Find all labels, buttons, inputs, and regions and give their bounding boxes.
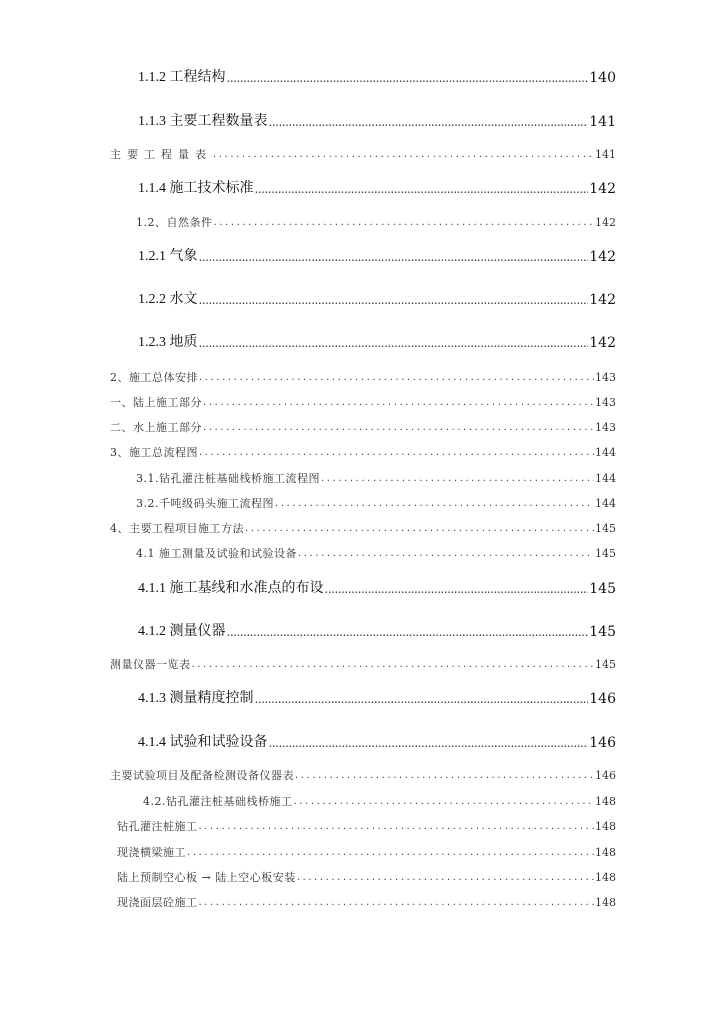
toc-entry[interactable] (110, 148, 616, 162)
toc-leader-dots (203, 421, 594, 435)
toc-entry[interactable] (138, 249, 616, 265)
toc-entry[interactable] (138, 624, 616, 640)
toc-leader-dots (245, 522, 594, 536)
toc-entry[interactable] (110, 658, 616, 672)
toc-entry-label: 主要试验项目及配备检测设备仪器表 (110, 769, 294, 782)
toc-entry[interactable] (110, 396, 616, 410)
toc-entry[interactable] (117, 846, 616, 860)
toc-entry-label: 主要工程量表 (110, 148, 212, 161)
toc-entry-label: 1.1.4 施工技术标准 (138, 181, 254, 196)
toc-entry-label: 现浇横梁施工 (117, 846, 186, 859)
toc-entry-page: 143 (595, 396, 616, 409)
toc-leader-dots (298, 547, 594, 561)
toc-entry-page: 146 (589, 735, 616, 751)
toc-entry-page: 148 (595, 896, 616, 909)
toc-entry-page: 142 (589, 292, 616, 308)
toc-entry-page: 141 (589, 114, 616, 130)
toc-entry[interactable] (136, 547, 616, 561)
toc-entry[interactable] (138, 691, 616, 707)
toc-entry[interactable] (138, 735, 616, 751)
toc-leader-dots (255, 691, 589, 707)
toc-entry-label: 1.1.2 工程结构 (138, 70, 226, 85)
toc-entry-label: 1.2.2 水文 (138, 292, 198, 307)
toc-entry-label: 测量仪器一览表 (110, 658, 191, 671)
toc-entry-label: 现浇面层砼施工 (117, 896, 198, 909)
toc-entry-label: 一、陆上施工部分 (110, 396, 202, 409)
toc-entry-label: 4、主要工程项目施工方法 (110, 522, 244, 535)
toc-entry-label: 4.1.4 试验和试验设备 (138, 735, 268, 750)
toc-entry-page: 144 (595, 446, 616, 459)
toc-leader-dots (199, 371, 594, 385)
toc-leader-dots (227, 624, 589, 640)
toc-entry-label: 3.1.钻孔灌注桩基础栈桥施工流程图 (136, 472, 320, 485)
toc-entry[interactable] (117, 896, 616, 910)
toc-leader-dots (192, 658, 595, 672)
toc-entry-page: 145 (595, 547, 616, 560)
toc-entry-page: 146 (589, 691, 616, 707)
toc-leader-dots (203, 396, 594, 410)
toc-entry-page: 142 (589, 181, 616, 197)
toc-entry[interactable] (117, 820, 616, 834)
toc-leader-dots (199, 896, 595, 910)
toc-entry[interactable] (138, 292, 616, 308)
toc-entry-page: 148 (595, 795, 616, 808)
toc-entry-label: 4.1.1 施工基线和水准点的布设 (138, 581, 324, 596)
toc-leader-dots (214, 216, 595, 230)
toc-entry-label: 1.2、自然条件 (136, 216, 213, 229)
toc-entry-page: 144 (595, 497, 616, 510)
toc-leader-dots (227, 70, 589, 86)
toc-entry-page: 142 (589, 249, 616, 265)
toc-entry[interactable] (138, 581, 616, 597)
toc-leader-dots (295, 769, 594, 783)
toc-entry-page: 142 (589, 335, 616, 351)
toc-entry-page: 145 (589, 581, 616, 597)
toc-leader-dots (187, 846, 594, 860)
toc-leader-dots (294, 795, 595, 809)
toc-entry-label: 4.1 施工测量及试验和试验设备 (136, 547, 297, 560)
toc-entry[interactable] (138, 181, 616, 197)
toc-leader-dots (255, 181, 589, 197)
toc-entry-label: 3、施工总流程图 (110, 446, 198, 459)
toc-entry-page: 148 (595, 846, 616, 859)
toc-entry[interactable] (136, 472, 616, 486)
toc-leader-dots (199, 249, 589, 265)
toc-leader-dots (199, 335, 589, 351)
toc-entry-label: 1.2.1 气象 (138, 249, 198, 264)
toc-leader-dots (321, 472, 594, 486)
toc-entry-label: 钻孔灌注桩施工 (117, 820, 198, 833)
toc-leader-dots (213, 148, 594, 162)
toc-entry-page: 145 (589, 624, 616, 640)
toc-entry-label: 2、施工总体安排 (110, 371, 198, 384)
toc-leader-dots (199, 446, 594, 460)
toc-entry-label: 4.2.钻孔灌注桩基础栈桥施工 (143, 795, 293, 808)
toc-entry-label: 4.1.2 测量仪器 (138, 624, 226, 639)
toc-entry[interactable] (110, 769, 616, 783)
toc-leader-dots (199, 292, 589, 308)
toc-entry[interactable] (110, 446, 616, 460)
toc-entry-label: 陆上预制空心板 → 陆上空心板安装 (117, 871, 296, 884)
toc-entry-page: 143 (595, 371, 616, 384)
toc-entry-page: 148 (595, 820, 616, 833)
toc-leader-dots (199, 820, 595, 834)
toc-entry-label: 二、水上施工部分 (110, 421, 202, 434)
toc-entry[interactable] (117, 871, 616, 885)
toc-entry-label: 1.1.3 主要工程数量表 (138, 114, 268, 129)
toc-entry-page: 145 (595, 658, 616, 671)
toc-leader-dots (269, 114, 589, 130)
toc-entry[interactable] (143, 795, 616, 809)
toc-entry-page: 148 (595, 871, 616, 884)
toc-entry-label: 3.2.千吨级码头施工流程图 (136, 497, 274, 510)
toc-entry-page: 146 (595, 769, 616, 782)
toc-entry-label: 1.2.3 地质 (138, 335, 198, 350)
toc-entry[interactable] (110, 421, 616, 435)
toc-entry-page: 143 (595, 421, 616, 434)
toc-entry[interactable] (138, 335, 616, 351)
toc-entry[interactable] (136, 497, 616, 511)
toc-entry[interactable] (110, 371, 616, 385)
toc-entry-page: 140 (589, 70, 616, 86)
toc-entry[interactable] (138, 114, 616, 130)
toc-leader-dots (325, 581, 589, 597)
toc-entry-page: 142 (595, 216, 616, 229)
toc-entry-page: 145 (595, 522, 616, 535)
toc-leader-dots (297, 871, 594, 885)
toc-leader-dots (275, 497, 594, 511)
toc-entry[interactable] (110, 522, 616, 536)
toc-leader-dots (269, 735, 589, 751)
toc-entry-page: 144 (595, 472, 616, 485)
toc-entry-page: 141 (595, 148, 616, 161)
toc-entry[interactable] (138, 70, 616, 86)
toc-entry[interactable] (136, 216, 616, 230)
toc-entry-label: 4.1.3 测量精度控制 (138, 691, 254, 706)
